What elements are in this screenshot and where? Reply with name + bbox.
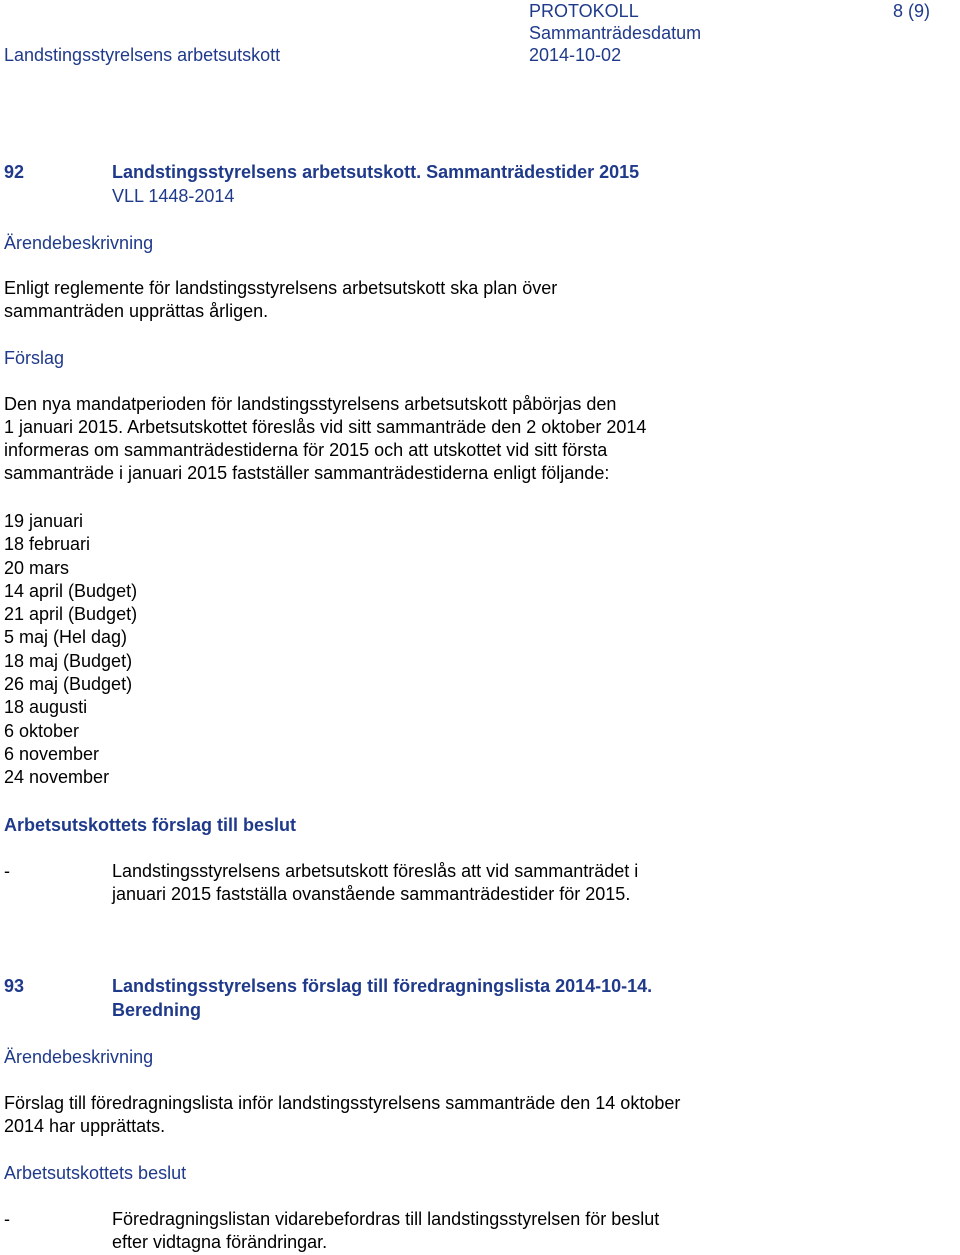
section-93-decision-line: efter vidtagna förändringar. xyxy=(112,1232,328,1252)
meeting-date-item: 20 mars xyxy=(4,557,70,578)
section-92-desc-heading: Ärendebeskrivning xyxy=(4,233,154,253)
header-date-label: Sammanträdesdatum xyxy=(529,23,702,43)
meeting-date-item: 18 maj (Budget) xyxy=(4,650,133,671)
section-92-proposal-heading: Förslag xyxy=(4,348,65,368)
section-92-decision-heading: Arbetsutskottets förslag till beslut xyxy=(4,815,297,835)
section-92-desc-line: sammanträden upprättas årligen. xyxy=(4,301,269,321)
meeting-date-item: 6 november xyxy=(4,743,100,764)
section-92-decision-line: januari 2015 fastställa ovanstående sammanträdestider för 2015. xyxy=(112,884,631,904)
header-org: Landstingsstyrelsens arbetsutskott xyxy=(4,45,281,65)
meeting-date-item: 5 maj (Hel dag) xyxy=(4,627,128,648)
section-93-decision-dash: - xyxy=(4,1209,10,1229)
header-doc-type: PROTOKOLL xyxy=(529,1,639,21)
section-93-decision-heading: Arbetsutskottets beslut xyxy=(4,1163,187,1183)
header-page-number: 8 (9) xyxy=(893,1,931,21)
meeting-date-item: 18 augusti xyxy=(4,697,88,718)
section-92-decision-dash: - xyxy=(4,861,10,881)
section-92-desc-line: Enligt reglemente för landstingsstyrelsens arbetsutskott ska plan över xyxy=(4,278,558,298)
section-92-decision-line: Landstingsstyrelsens arbetsutskott föreslås att vid sammanträdet i xyxy=(112,861,639,881)
meeting-date-item: 26 maj (Budget) xyxy=(4,674,133,695)
section-93-desc-line: 2014 har upprättats. xyxy=(4,1116,166,1136)
meeting-date-item: 24 november xyxy=(4,767,110,788)
section-93-subtitle: Beredning xyxy=(112,1000,202,1020)
section-92-proposal-line: informeras om sammanträdestiderna för 2015 och att utskottet vid sitt första xyxy=(4,440,608,460)
section-93-number: 93 xyxy=(4,976,25,996)
section-92-proposal-line: 1 januari 2015. Arbetsutskottet föreslås vid sitt sammanträde den 2 oktober 2014 xyxy=(4,417,647,437)
section-92-title: Landstingsstyrelsens arbetsutskott. Sammanträdestider 2015 xyxy=(112,162,640,182)
meeting-date-item: 6 oktober xyxy=(4,720,80,741)
section-92-number: 92 xyxy=(4,162,25,182)
meeting-date-item: 18 februari xyxy=(4,534,91,555)
meeting-date-item: 14 april (Budget) xyxy=(4,580,138,601)
section-92-proposal-line: sammanträde i januari 2015 fastställer sammanträdestiderna enligt följande: xyxy=(4,463,610,483)
meeting-date-item: 21 april (Budget) xyxy=(4,604,138,625)
section-93-decision-line: Föredragningslistan vidarebefordras till landstingsstyrelsen för beslut xyxy=(112,1209,660,1229)
section-93-title: Landstingsstyrelsens förslag till föredragningslista 2014-10-14. xyxy=(112,976,653,996)
section-93-desc-heading: Ärendebeskrivning xyxy=(4,1047,154,1067)
meeting-dates-list xyxy=(4,510,137,790)
header-date: 2014-10-02 xyxy=(529,45,622,65)
section-92-proposal-line: Den nya mandatperioden för landstingsstyrelsens arbetsutskott påbörjas den xyxy=(4,394,617,414)
meeting-date-item: 19 januari xyxy=(4,511,84,531)
section-92-ref: VLL 1448-2014 xyxy=(112,186,235,206)
section-93-desc-line: Förslag till föredragningslista inför landstingsstyrelsens sammanträde den 14 oktober xyxy=(4,1093,681,1113)
